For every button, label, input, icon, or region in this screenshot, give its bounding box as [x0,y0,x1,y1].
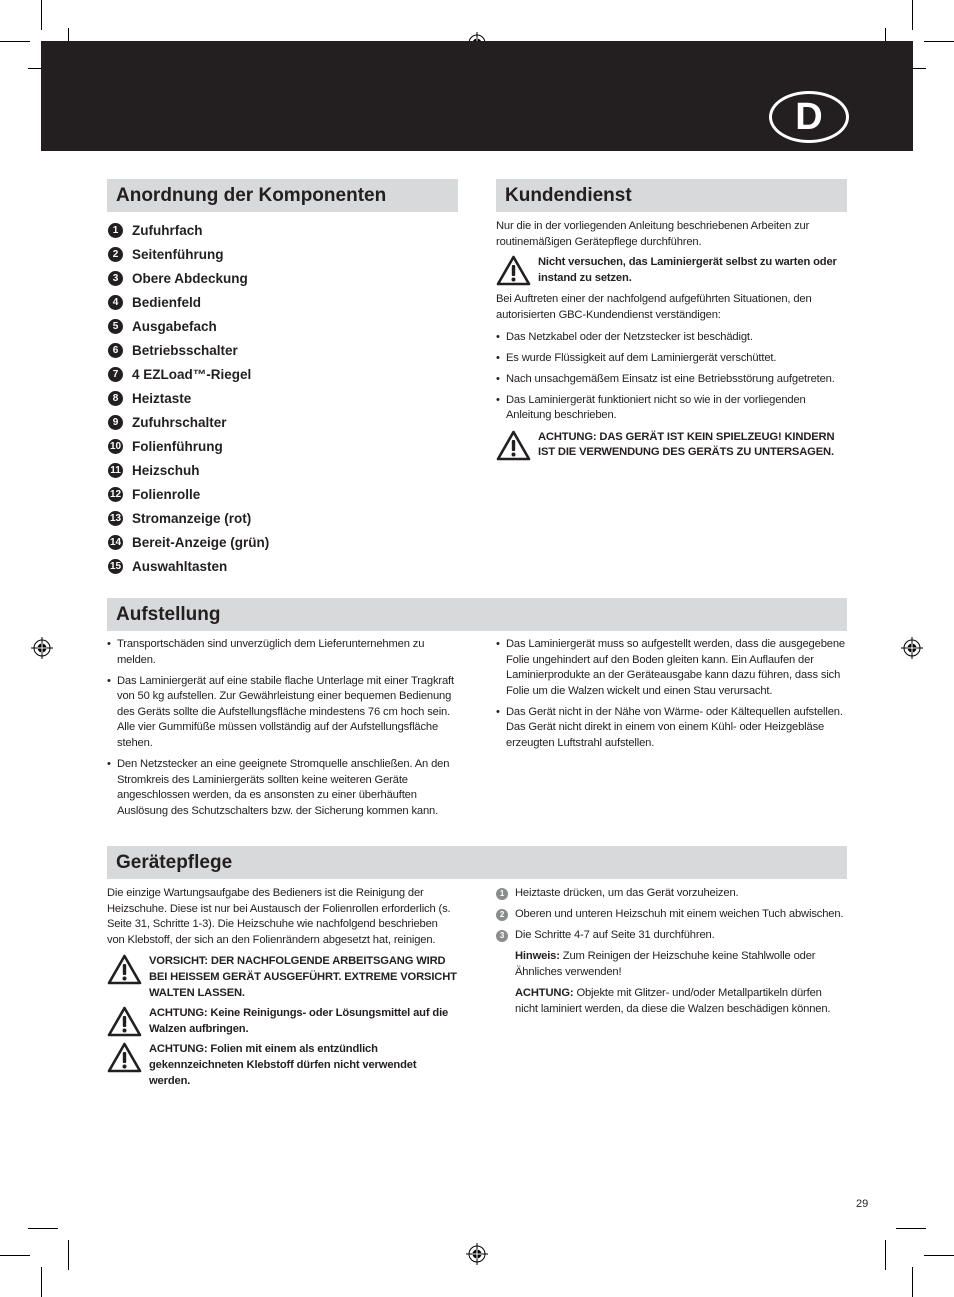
number-badge: 13 [109,512,122,524]
care-caution-text: Objekte mit Glitzer- und/oder Metallpartikeln dürfen nicht laminiert werden, da diese die Walzen beschädigen können. [515,986,831,1015]
care-caution-label: ACHTUNG: [515,986,574,999]
service-warning-text: Nicht versuchen, das Laminiergerät selbst zu warten oder instand zu setzen. [538,256,837,284]
care-step [496,907,846,923]
component-label: Bereit-Anzeige (grün) [132,534,270,550]
component-label: Zufuhrfach [132,222,203,238]
component-item [108,434,269,458]
step-text: Heiztaste drücken, um das Gerät vorzuheizen. [515,887,739,899]
service-warning [496,255,846,286]
component-label: Folienführung [132,438,223,454]
component-item [108,314,269,338]
step-text: Die Schritte 4-7 auf Seite 31 durchführen. [515,929,715,942]
setup-right-bullets [496,637,846,757]
number-badge: 2 [108,247,123,262]
setup-section-title: Aufstellung [107,598,847,631]
service-bullets [496,330,846,424]
component-label: Zufuhrschalter [132,414,227,430]
warning-triangle-icon [107,954,142,985]
setup-bullet: • Den Netzstecker an eine geeignete Stromquelle anschließen. An den Stromkreis des Laminiergeräts sollten keine weiteren Geräte angeschlossen werden, da es ansonsten zu einer überhäuften Auslösung des Schutzschalters bzw. der Sicherung kommen kann. [107,757,457,819]
number-badge: 9 [108,415,123,430]
care-note-text: Zum Reinigen der Heizschuhe keine Stahlwolle oder Ähnliches verwenden! [515,950,816,978]
crop-mark [41,0,42,30]
crop-mark [896,1228,926,1229]
component-label: Betriebsschalter [132,342,238,358]
number-badge: 7 [108,367,123,382]
component-label: Ausgabefach [132,318,217,334]
component-label: 4 EZLoad™-Riegel [132,366,252,382]
setup-bullet: • Das Laminiergerät muss so aufgestellt werden, dass die ausgegebene Folie ungehindert auf den Boden gleiten kann. Ein Auflaufen der Laminierprodukte an der Geräteausgabe kann dazu führen, dass sich Folie um die Walzen wickelt und einen Stau verursacht. [496,637,846,699]
number-badge: 5 [108,319,123,334]
setup-left-bullets [107,637,457,825]
service-warning-children-text: ACHTUNG: DAS GERÄT IST KEIN SPIELZEUG! KINDERN IST DIE VERWENDUNG DES GERÄTS ZU UNTERSAGEN. [538,430,835,459]
setup-bullet: • Das Gerät nicht in der Nähe von Wärme- oder Kältequellen aufstellen. Das Gerät nicht direkt in einem von einem Kühl- oder Heizgebläse erzeugten Luftstrahl aufstellen. [496,705,846,752]
registration-mark-icon [31,637,53,659]
component-label: Seitenführung [132,246,224,262]
crop-mark [0,1255,30,1256]
care-right-column [496,886,846,1017]
service-bullet: • Es wurde Flüssigkeit auf dem Laminiergerät verschüttet. [496,351,846,367]
number-badge: 6 [108,343,123,358]
component-item [108,266,269,290]
registration-mark-icon [466,1243,488,1265]
warning-triangle-icon [496,430,531,461]
component-item [108,242,269,266]
component-label: Heizschuh [132,462,200,478]
care-caution [496,986,846,1017]
care-warning [107,1042,457,1089]
registration-mark-icon [901,637,923,659]
step-number-badge: 2 [496,909,508,921]
crop-mark [924,41,954,42]
service-section-title: Kundendienst [496,179,847,212]
care-steps [496,886,846,944]
service-para: Bei Auftreten einer der nachfolgend aufgeführten Situationen, den autorisierten GBC-Kundendienst verständigen: [496,293,812,321]
component-item [108,218,269,242]
header-band [41,41,913,151]
step-number-badge: 1 [496,888,508,900]
warning-triangle-icon [107,1042,142,1073]
language-badge: D [769,91,849,143]
number-badge: 12 [109,488,122,500]
warning-triangle-icon [496,255,531,286]
number-badge: 15 [109,560,122,572]
component-item [108,530,269,554]
service-bullet: • Das Netzkabel oder der Netzstecker ist beschädigt. [496,330,846,346]
number-badge: 10 [109,440,122,452]
component-label: Stromanzeige (rot) [132,510,252,526]
care-warnings [107,954,457,1089]
setup-bullet: • Das Laminiergerät auf eine stabile flache Unterlage mit einer Tragkraft von 50 kg aufstellen. Zur Gewährleistung einer bequemen Bedienung des Geräts sollte die Aufstellungsfläche mindestens 76 cm hoch sein. Alle vier Gummifüße müssen vollständig auf der Aufstellungsfläche stehen. [107,674,457,752]
care-intro: Die einzige Wartungsaufgabe des Bedieners ist die Reinigung der Heizschuhe. Diese ist nur bei Austausch der Folienrollen erforderlich (s. Seite 31, Schritte 1-3). Die Heizschuhe wie nachfolgend beschrieben von Klebstoff, der sich an den Folienrändern abgesetzt hat, reinigen. [107,887,451,946]
component-item [108,362,269,386]
care-section-title: Gerätepflege [107,846,847,879]
service-intro: Nur die in der vorliegenden Anleitung beschriebenen Arbeiten zur routinemäßigen Gerätepflege durchführen. [496,220,810,248]
crop-mark [68,1240,69,1270]
care-note-label: Hinweis: [515,950,560,963]
crop-mark [912,1267,913,1297]
component-item [108,554,269,578]
crop-mark [28,1228,58,1229]
component-label: Heiztaste [132,390,192,406]
components-section-title: Anordnung der Komponenten [107,179,458,212]
components-list [108,218,269,578]
number-badge: 3 [108,271,123,286]
component-label: Folienrolle [132,486,201,502]
service-column [496,219,846,461]
number-badge: 8 [108,391,123,406]
component-label: Obere Abdeckung [132,270,248,286]
number-badge: 14 [109,536,122,548]
warning-triangle-icon [107,1006,142,1037]
crop-mark [912,0,913,30]
service-bullet: • Das Laminiergerät funktioniert nicht so wie in der vorliegenden Anleitung beschrieben. [496,393,846,424]
care-step [496,928,846,944]
component-item [108,290,269,314]
care-note [496,949,846,980]
step-number-badge: 3 [496,930,508,942]
component-item [108,386,269,410]
care-warning-text: ACHTUNG: Keine Reinigungs- oder Lösungsmittel auf die Walzen aufbringen. [149,1007,449,1035]
crop-mark [885,1240,886,1270]
component-item [108,506,269,530]
care-warning [107,954,457,1001]
number-badge: 11 [108,463,123,478]
setup-bullet: • Transportschäden sind unverzüglich dem Lieferunternehmen zu melden. [107,637,457,668]
care-warning-text: ACHTUNG: Folien mit einem als entzündlich gekennzeichneten Klebstoff dürfen nicht verwendet werden. [149,1043,417,1087]
step-text: Oberen und unteren Heizschuh mit einem weichen Tuch abwischen. [515,908,844,921]
service-bullet: • Nach unsachgemäßem Einsatz ist eine Betriebsstörung aufgetreten. [496,372,846,388]
crop-mark [41,1267,42,1297]
component-label: Auswahltasten [132,558,228,574]
component-label: Bedienfeld [132,294,202,310]
component-item [108,482,269,506]
care-left-column [107,886,457,1094]
crop-mark [924,1255,954,1256]
number-badge: 1 [108,223,123,238]
service-warning-children [496,430,846,461]
number-badge: 4 [108,295,123,310]
care-warning-text: VORSICHT: DER NACHFOLGENDE ARBEITSGANG WIRD BEI HEISSEM GERÄT AUSGEFÜHRT. EXTREME VORSICHT WALTEN LASSEN. [149,955,457,999]
component-item [108,410,269,434]
care-warning [107,1006,457,1037]
page-number: 29 [856,1198,869,1210]
crop-mark [0,41,30,42]
component-item [108,458,269,482]
care-step [496,886,846,902]
component-item [108,338,269,362]
